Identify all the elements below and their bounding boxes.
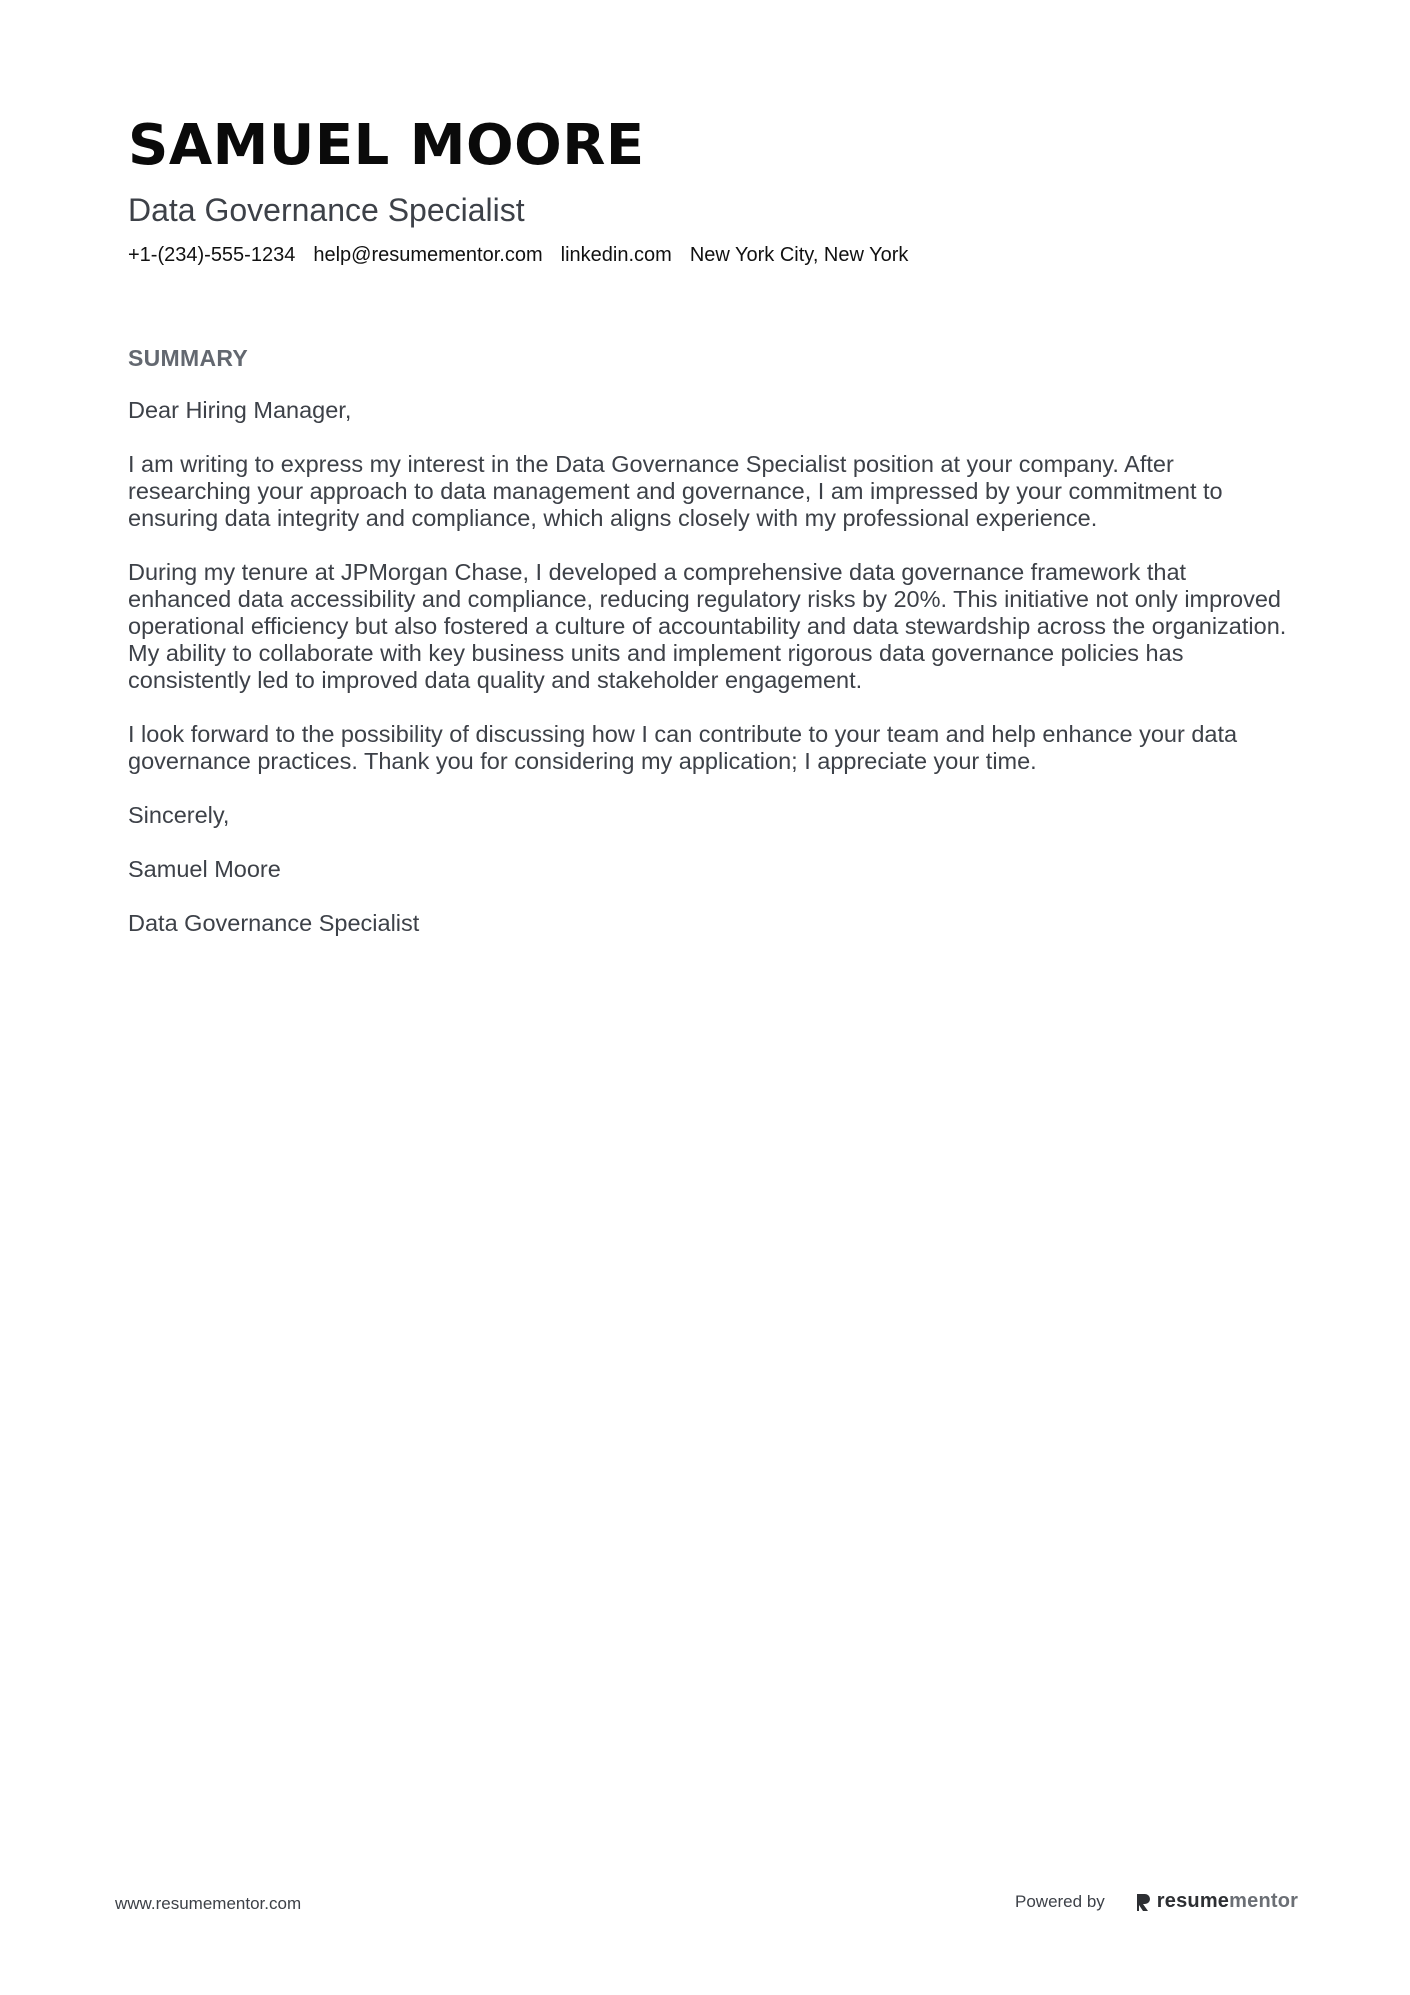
contact-phone: +1-(234)-555-1234 bbox=[128, 244, 296, 266]
footer-website[interactable]: www.resumementor.com bbox=[115, 1894, 302, 1913]
signature-name: Samuel Moore bbox=[128, 856, 281, 882]
header bbox=[128, 112, 1288, 268]
summary-section bbox=[128, 343, 1288, 964]
brand-wordmark bbox=[1157, 1890, 1298, 1913]
footer-brand bbox=[1015, 1890, 1298, 1913]
powered-by-label: Powered by bbox=[1015, 1891, 1105, 1911]
brand-wordmark-light: mentor bbox=[1229, 1890, 1299, 1912]
letter-closing: Sincerely, bbox=[128, 802, 230, 828]
resumementor-logo-icon bbox=[1135, 1892, 1151, 1912]
signature-title: Data Governance Specialist bbox=[128, 910, 420, 936]
contact-email[interactable]: help@resumementor.com bbox=[313, 244, 543, 266]
contact-location: New York City, New York bbox=[689, 244, 909, 266]
candidate-name: SAMUEL MOORE bbox=[128, 113, 645, 178]
brand-logo[interactable] bbox=[1135, 1890, 1298, 1913]
letter-paragraph-2: During my tenure at JPMorgan Chase, I developed a comprehensive data governance framework that enhanced data accessibility and compliance, reducing regulatory risks by 20%. This initiative not only improved operational efficiency but also fostered a culture of accountability and data stewardship across the organization. My ability to collaborate with key business units and implement rigorous data governance policies has consistently led to improved data quality and stakeholder engagement. bbox=[128, 559, 1287, 693]
candidate-title: Data Governance Specialist bbox=[128, 192, 525, 228]
letter-paragraph-1: I am writing to express my interest in the Data Governance Specialist position at your company. After researching your approach to data management and governance, I am impressed by your commitment to ensuring data integrity and compliance, which aligns closely with my professional experience. bbox=[128, 451, 1223, 531]
brand-wordmark-bold: resume bbox=[1156, 1890, 1230, 1912]
section-heading-summary: SUMMARY bbox=[128, 345, 249, 371]
letter-paragraph-3: I look forward to the possibility of discussing how I can contribute to your team and help enhance your data governance practices. Thank you for considering my application; I appreciate your time. bbox=[128, 721, 1238, 774]
letter-greeting: Dear Hiring Manager, bbox=[128, 397, 352, 423]
contact-row bbox=[128, 242, 1288, 268]
contact-linkedin[interactable]: linkedin.com bbox=[560, 244, 672, 266]
